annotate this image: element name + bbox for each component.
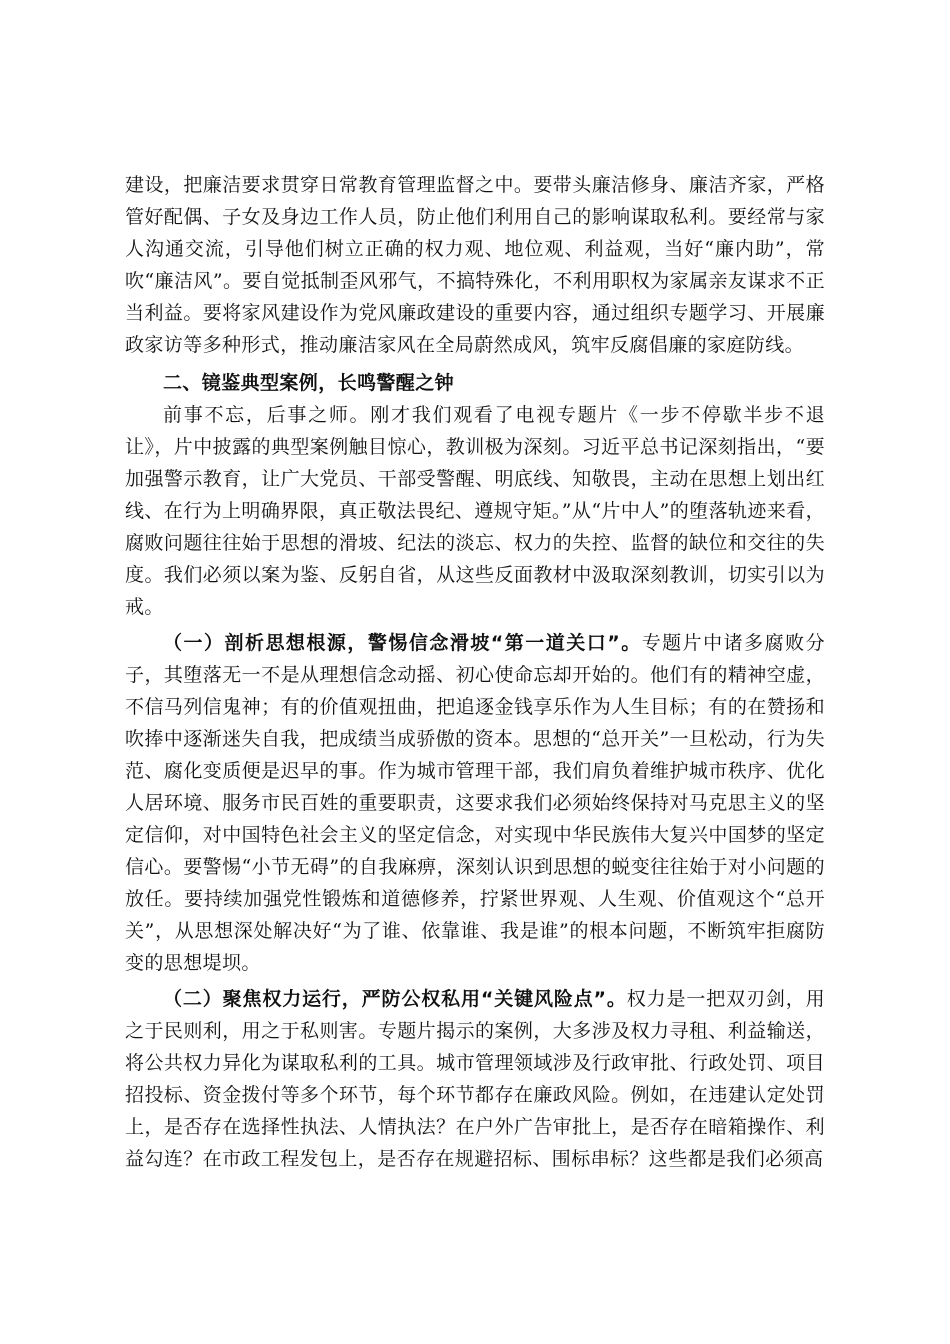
document-body [125,169,825,1175]
paragraph-warning-cases: 前事不忘，后事之师。刚才我们观看了电视专题片《一步不停歇半步不退让》，片中披露的典型案例触目惊心，教训极为深刻。习近平总书记深刻指出，“要加强警示教育，让广大党员、干部受警醒、明底线、知敬畏，主动在思想上划出红线、在行为上明确界限，真正敬法畏纪、遵规守矩。”从“片中人”的堕落轨迹来看，腐败问题往往始于思想的滑坡、纪法的淡忘、权力的失控、监督的缺位和交往的失度。我们必须以案为鉴、反躬自省，从这些反面教材中汲取深刻教训，切实引以为戒。 [125,404,825,618]
paragraph-power-operation-text: 权力是一把双刃剑，用之于民则利，用之于私则害。专题片揭示的案例，大多涉及权力寻租、利益输送，将公共权力异化为谋取私利的工具。城市管理领域涉及行政审批、行政处罚、项目招投标、资金拨付等多个环节，每个环节都存在廉政风险。例如，在违建认定处罚上，是否存在选择性执法、人情执法？在户外广告审批上，是否存在暗箱操作、利益勾连？在市政工程发包上，是否存在规避招标、围标串标？这些都是我们必须高 [125,988,825,1170]
paragraph-ideological-roots [125,627,825,979]
section-heading-2: 二、镜鉴典型案例，长鸣警醒之钟 [163,372,455,394]
subheading-1: （一）剖析思想根源，警惕信念滑坡“第一道关口”。 [163,632,642,654]
paragraph-power-operation [125,983,825,1175]
subheading-2: （二）聚焦权力运行，严防公权私用“关键风险点”。 [163,988,627,1010]
paragraph-family-discipline: 建设，把廉洁要求贯穿日常教育管理监督之中。要带头廉洁修身、廉洁齐家，严格管好配偶、子女及身边工作人员，防止他们利用自己的影响谋取私利。要经常与家人沟通交流，引导他们树立正确的权力观、地位观、利益观，当好“廉内助”，常吹“廉洁风”。要自觉抵制歪风邪气，不搞特殊化，不利用职权为家属亲友谋求不正当利益。要将家风建设作为党风廉政建设的重要内容，通过组织专题学习、开展廉政家访等多种形式，推动廉洁家风在全局蔚然成风，筑牢反腐倡廉的家庭防线。 [125,174,825,356]
paragraph-ideological-roots-text: 专题片中诸多腐败分子，其堕落无一不是从理想信念动摇、初心使命忘却开始的。他们有的精神空虚，不信马列信鬼神；有的价值观扭曲，把追逐金钱享乐作为人生目标；有的在赞扬和吹捧中逐渐迷失自我，把成绩当成骄傲的资本。思想的“总开关”一旦松动，行为失范、腐化变质便是迟早的事。作为城市管理干部，我们肩负着维护城市秩序、优化人居环境、服务市民百姓的重要职责，这要求我们必须始终保持对马克思主义的坚定信仰，对中国特色社会主义的坚定信念，对实现中华民族伟大复兴中国梦的坚定信心。要警惕“小节无碍”的自我麻痹，深刻认识到思想的蜕变往往始于对小问题的放任。要持续加强党性锻炼和道德修养，拧紧世界观、人生观、价值观这个“总开关”，从思想深处解决好“为了谁、依靠谁、我是谁”的根本问题，不断筑牢拒腐防变的思想堤坝。 [125,632,825,974]
